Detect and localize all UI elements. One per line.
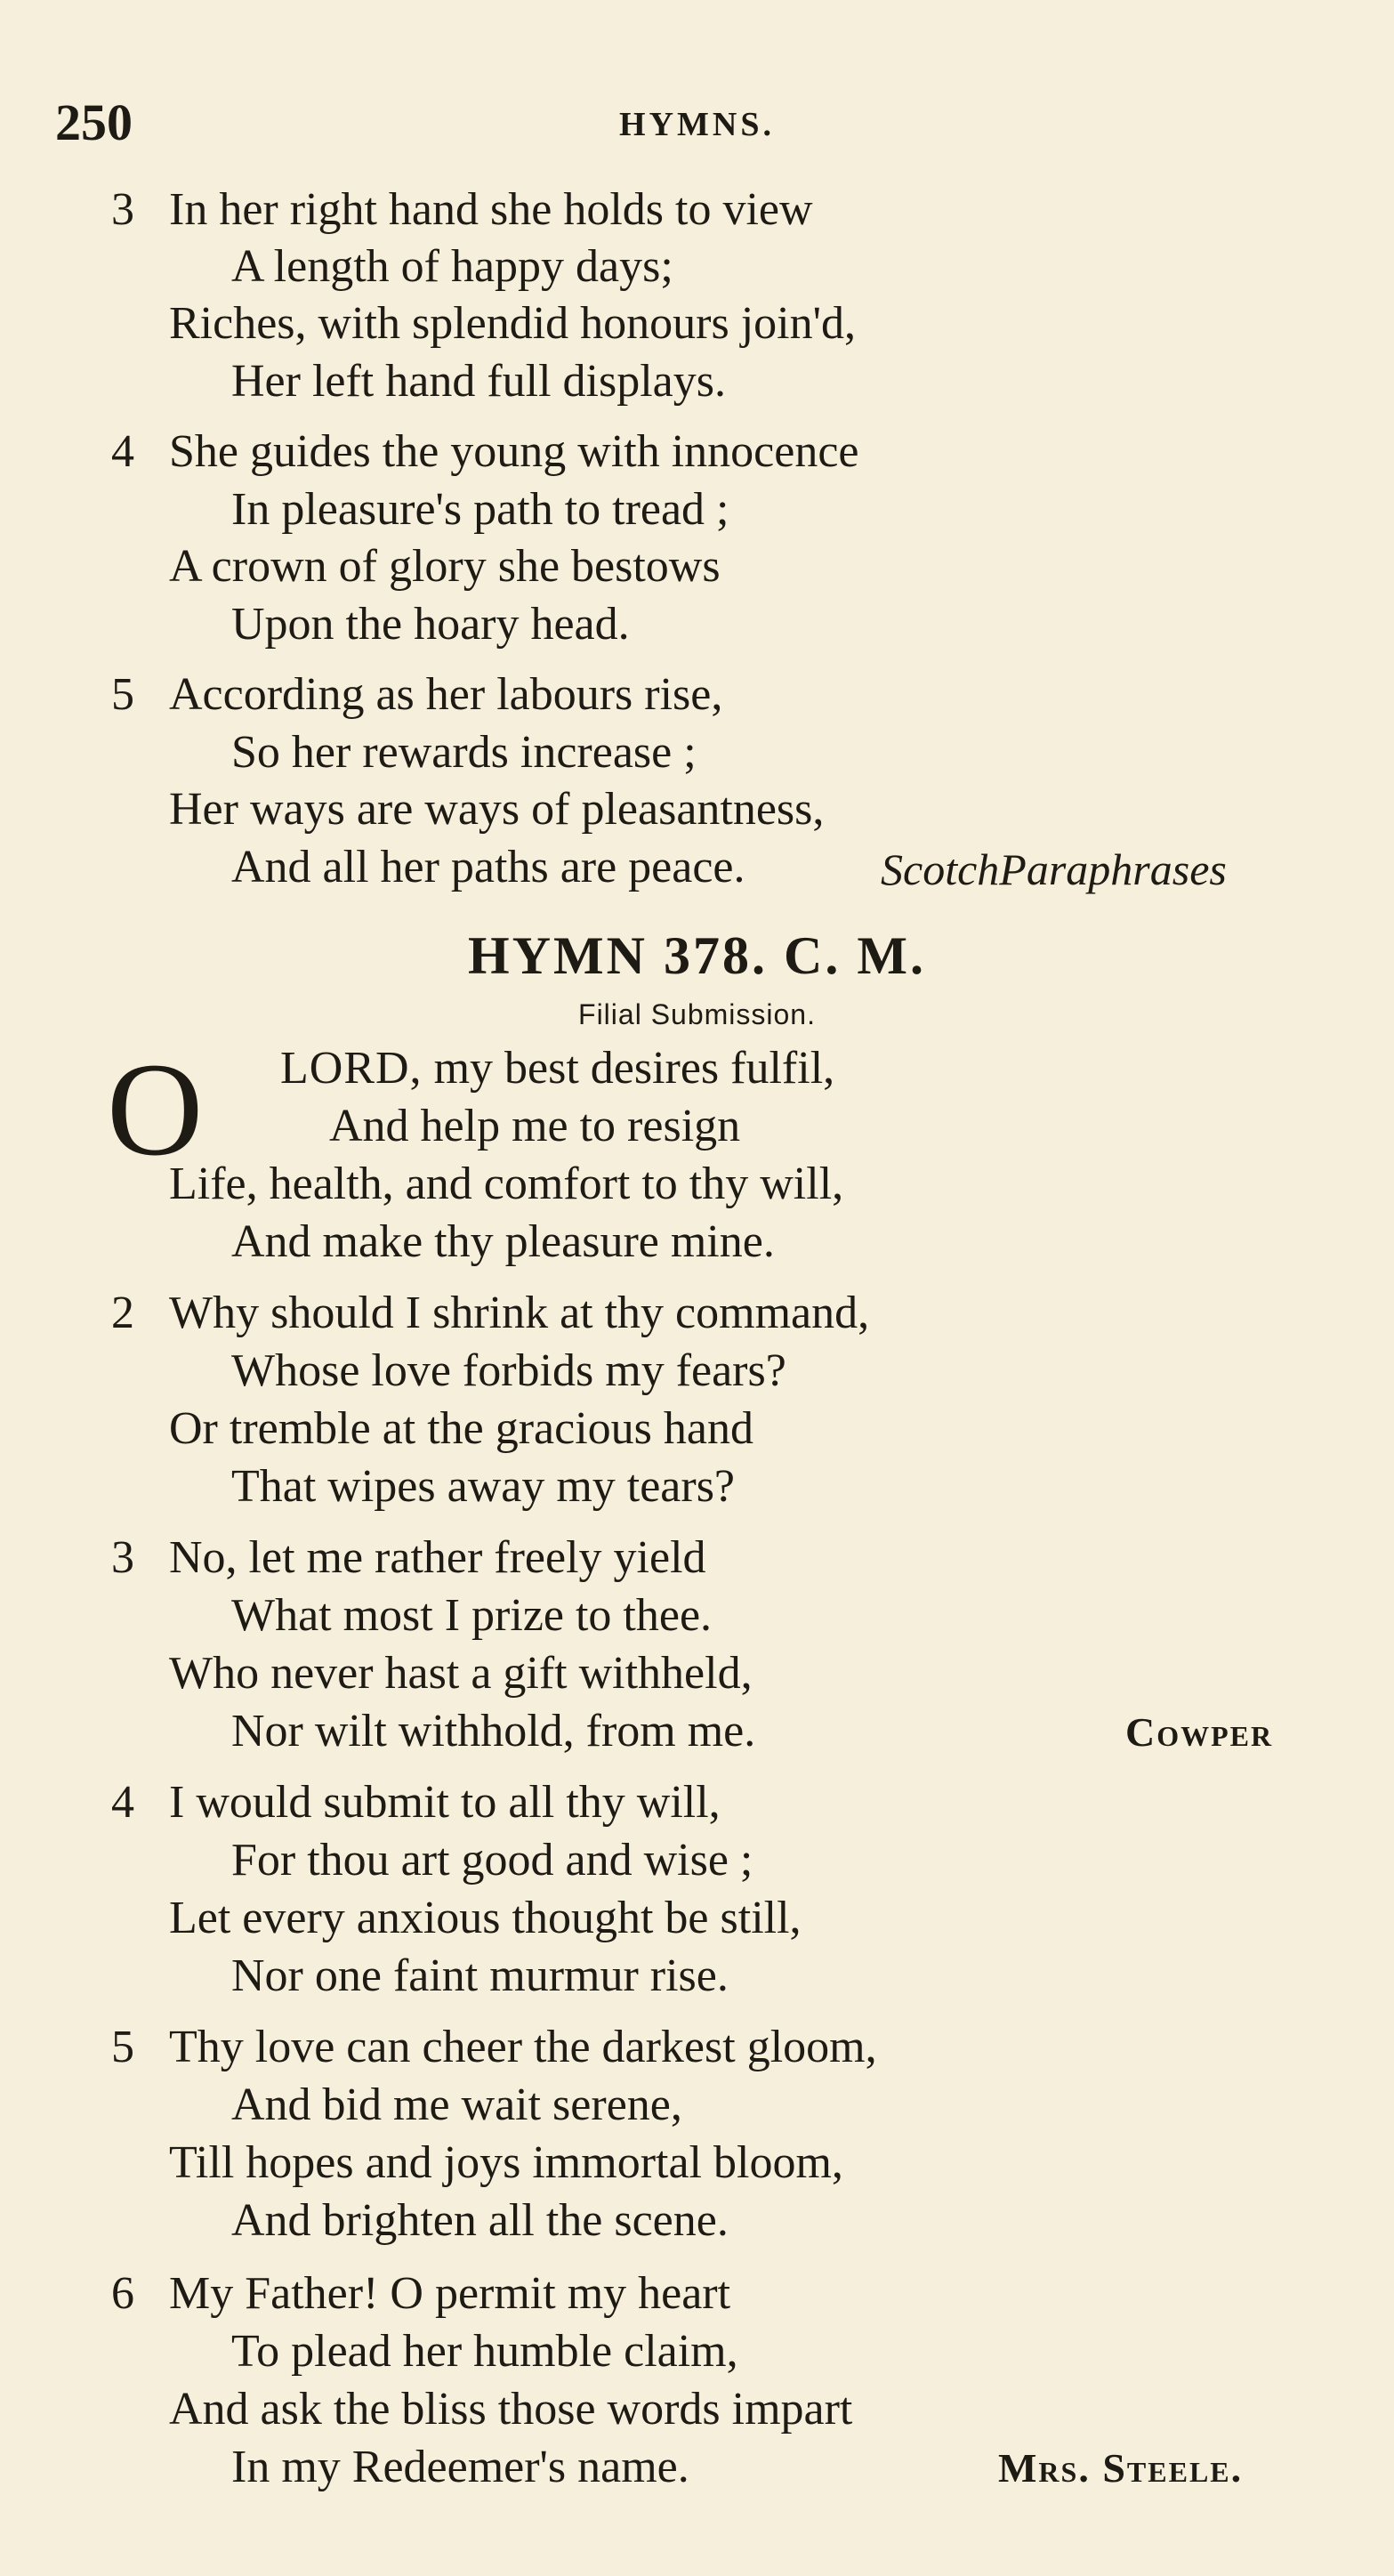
verse-line: A length of happy days; <box>231 241 673 292</box>
verse-line: Till hopes and joys immortal bloom, <box>169 2137 843 2188</box>
verse-line: Let every anxious thought be still, <box>169 1893 802 1943</box>
verse-line: Nor wilt withhold, from me. <box>231 1706 756 1756</box>
verse-line: In my Redeemer's name. <box>231 2442 689 2492</box>
verse-line: To plead her humble claim, <box>231 2326 738 2377</box>
verse-line: Nor one faint murmur rise. <box>231 1950 729 2001</box>
verse-line: Thy love can cheer the darkest gloom, <box>169 2022 877 2072</box>
verse-line <box>280 1043 835 1094</box>
verse-line: According as her labours rise, <box>169 669 723 720</box>
hymn-subtitle: Filial Submission. <box>578 998 816 1030</box>
first-line-rest: my best desires fulfil, <box>422 1043 835 1094</box>
verse-number: 3 <box>111 1532 134 1583</box>
verse-line: No, let me rather freely yield <box>169 1532 706 1583</box>
verse-line: And make thy pleasure mine. <box>231 1216 775 1267</box>
verse-line: In her right hand she holds to view <box>169 184 813 235</box>
verse-line: What most I prize to thee. <box>231 1590 713 1641</box>
verse-line: Her ways are ways of pleasantness, <box>169 784 825 835</box>
verse-number: 4 <box>111 1777 134 1828</box>
attribution-mrs-steele: Mrs. Steele. <box>998 2445 1244 2491</box>
verse-line: And all her paths are peace. <box>231 842 745 892</box>
verse-line: Riches, with splendid honours join'd, <box>169 298 857 349</box>
verse-line: For thou art good and wise ; <box>231 1835 753 1886</box>
verse-line: And ask the bliss those words impart <box>169 2384 853 2435</box>
verse-line: Upon the hoary head. <box>231 599 630 650</box>
verse-number: 5 <box>111 669 134 720</box>
attribution-scotch-paraphrases: ScotchParaphrases <box>881 844 1227 894</box>
verse-line: That wipes away my tears? <box>231 1461 736 1512</box>
verse-number: 3 <box>111 184 134 235</box>
verse-number: 6 <box>111 2268 134 2319</box>
verse-line: Life, health, and comfort to thy will, <box>169 1159 844 1209</box>
verse-number: 2 <box>111 1288 134 1338</box>
verse-line: Why should I shrink at thy command, <box>169 1288 870 1338</box>
first-word: LORD, <box>280 1043 423 1094</box>
verse-line: Whose love forbids my fears? <box>231 1345 786 1396</box>
verse-number: 4 <box>111 426 134 477</box>
verse-line: I would submit to all thy will, <box>169 1777 721 1828</box>
page-number: 250 <box>55 93 133 151</box>
verse-line: And brighten all the scene. <box>231 2195 729 2246</box>
verse-line: And help me to resign <box>329 1101 741 1151</box>
running-header: HYMNS. <box>619 106 775 143</box>
verse-line: So her rewards increase ; <box>231 727 697 778</box>
verse-line: And bid me wait serene, <box>231 2079 682 2130</box>
verse-line: Her left hand full displays. <box>231 356 726 407</box>
verse-line: Who never hast a gift withheld, <box>169 1648 753 1699</box>
verse-line: My Father! O permit my heart <box>169 2268 731 2319</box>
verse-number: 5 <box>111 2022 134 2072</box>
verse-line: A crown of glory she bestows <box>169 541 721 592</box>
verse-line: Or tremble at the gracious hand <box>169 1403 753 1454</box>
verse-line: She guides the young with innocence <box>169 426 859 477</box>
hymn-heading: HYMN 378. C. M. <box>468 926 926 985</box>
attribution-cowper: Cowper <box>1125 1709 1274 1755</box>
drop-cap: O <box>107 1036 204 1183</box>
verse-line: In pleasure's path to tread ; <box>231 484 729 535</box>
